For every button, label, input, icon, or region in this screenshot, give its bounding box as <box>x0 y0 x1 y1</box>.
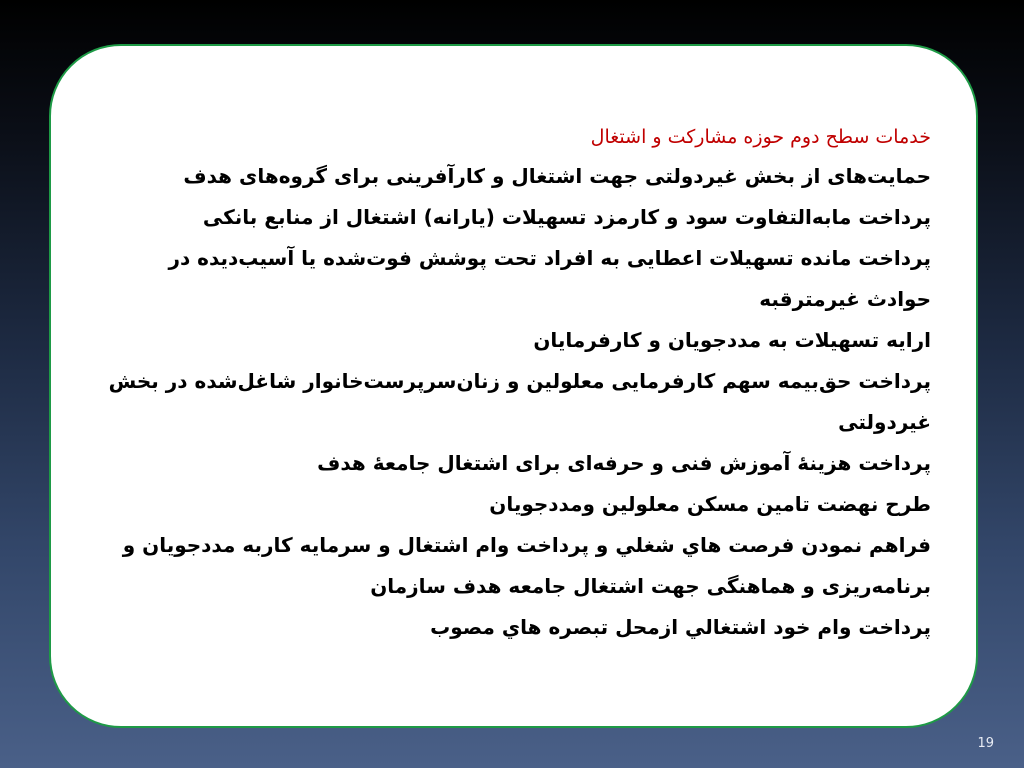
text-line: برنامه‌ریزی و هماهنگی جهت اشتغال جامعه هدف سازمان <box>370 574 931 598</box>
text-line: پرداخت حق‌بیمه سهم کارفرمایی معلولین و زنان‌سرپرست‌خانوار شاغل‌شده در بخش <box>108 369 931 393</box>
text-line: ارایه تسهیلات به مددجویان و کارفرمایان <box>533 328 931 352</box>
text-line: طرح نهضت تامین مسکن معلولین ومددجویان <box>489 492 931 516</box>
slide-content <box>109 118 931 648</box>
text-line: حمایت‌های از بخش غیردولتی جهت اشتغال و کارآفرینی برای گروه‌های هدف <box>183 164 931 188</box>
text-line: پرداخت وام خود اشتغالي ازمحل تبصره هاي مصوب <box>430 615 931 639</box>
text-line: پرداخت هزینهٔ آموزش فنی و حرفه‌ای برای اشتغال جامعهٔ هدف <box>317 451 931 475</box>
text-line: فراهم نمودن فرصت هاي شغلي و پرداخت وام اشتغال و سرمايه کاربه مددجويان و <box>122 533 931 557</box>
page-number: 19 <box>977 736 994 751</box>
text-line: پرداخت مانده تسهیلات اعطایی به افراد تحت پوشش فوت‌شده یا آسیب‌دیده در <box>168 246 931 270</box>
text-line: غیردولتی <box>838 410 931 434</box>
slide-title: خدمات سطح دوم حوزه مشارکت و اشتغال <box>590 126 931 148</box>
text-line: حوادث غیرمترقبه <box>759 287 931 311</box>
text-line: پرداخت مابه‌التفاوت سود و کارمزد تسهیلات (یارانه) اشتغال از منابع بانکی <box>202 205 931 229</box>
